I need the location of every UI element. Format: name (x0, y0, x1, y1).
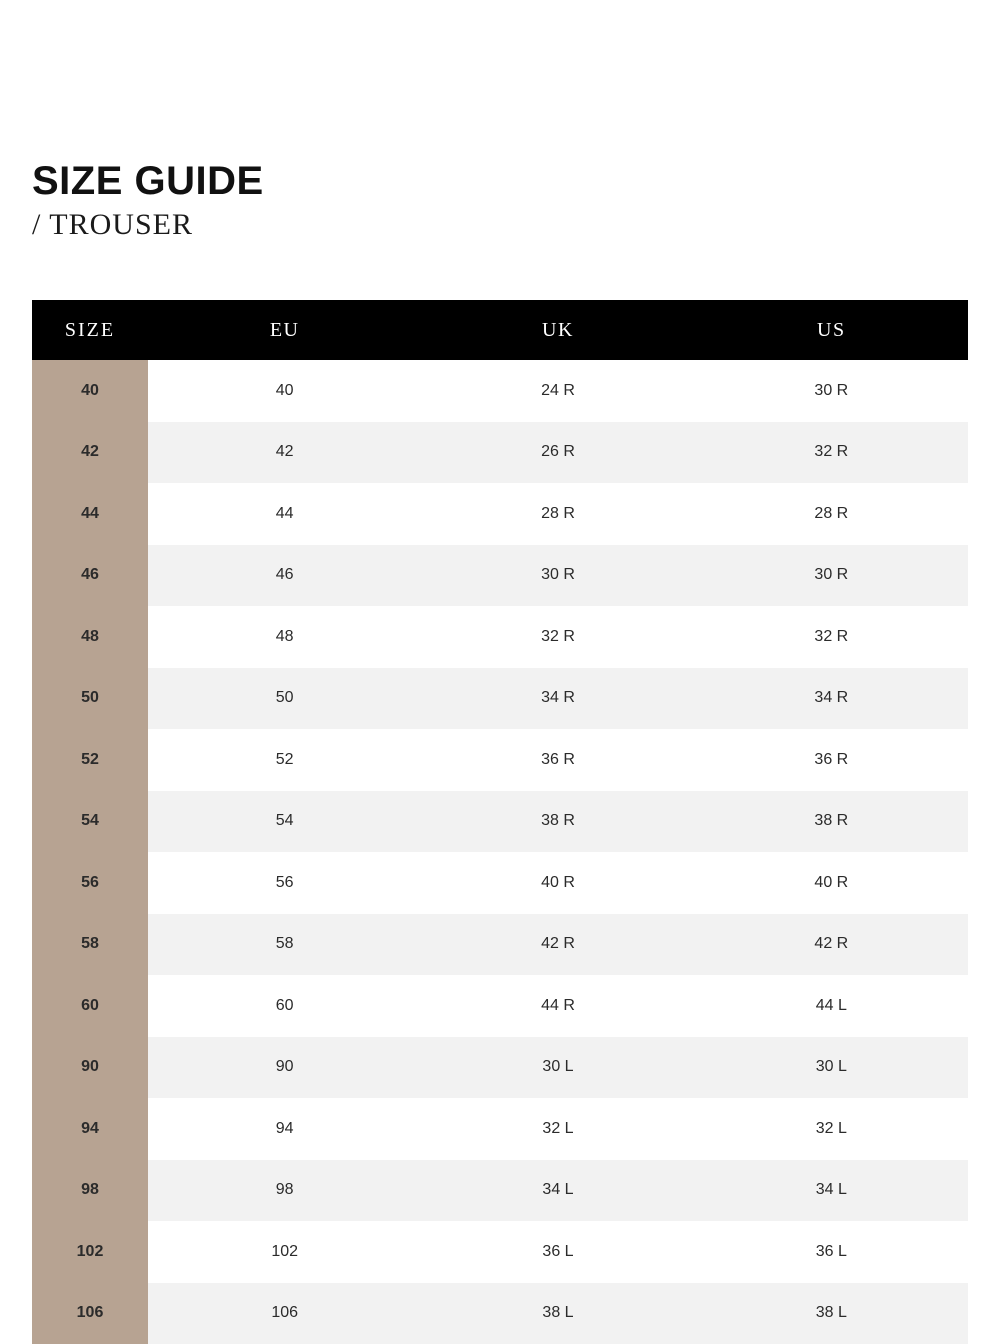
table-row (32, 1037, 968, 1099)
column-header-size: SIZE (32, 300, 148, 360)
table-cell-us: 32 R (695, 606, 968, 668)
table-cell-us: 32 L (695, 1098, 968, 1160)
table-cell-size: 106 (32, 1283, 148, 1344)
table-row (32, 852, 968, 914)
table-cell-size: 90 (32, 1037, 148, 1099)
page-header (32, 160, 264, 242)
table-cell-eu: 50 (148, 668, 421, 730)
table-cell-uk: 24 R (421, 360, 694, 422)
table-cell-size: 58 (32, 914, 148, 976)
table-cell-us: 30 L (695, 1037, 968, 1099)
table-cell-us: 36 L (695, 1221, 968, 1283)
table-cell-us: 32 R (695, 422, 968, 484)
table-cell-us: 36 R (695, 729, 968, 791)
table-cell-uk: 32 R (421, 606, 694, 668)
table-row (32, 791, 968, 853)
table-cell-uk: 42 R (421, 914, 694, 976)
table-cell-size: 52 (32, 729, 148, 791)
table-cell-us: 34 L (695, 1160, 968, 1222)
table-cell-size: 56 (32, 852, 148, 914)
table-cell-eu: 40 (148, 360, 421, 422)
size-table-body (32, 360, 968, 1344)
table-cell-eu: 98 (148, 1160, 421, 1222)
table-row (32, 914, 968, 976)
table-cell-uk: 30 R (421, 545, 694, 607)
table-cell-eu: 106 (148, 1283, 421, 1344)
column-header-eu: EU (148, 300, 421, 360)
table-cell-size: 42 (32, 422, 148, 484)
table-cell-uk: 40 R (421, 852, 694, 914)
table-cell-uk: 38 L (421, 1283, 694, 1344)
table-row (32, 545, 968, 607)
table-cell-us: 38 R (695, 791, 968, 853)
table-cell-size: 60 (32, 975, 148, 1037)
table-cell-size: 54 (32, 791, 148, 853)
table-cell-eu: 58 (148, 914, 421, 976)
column-header-uk: UK (421, 300, 694, 360)
size-table (32, 300, 968, 1344)
table-cell-uk: 44 R (421, 975, 694, 1037)
table-cell-eu: 102 (148, 1221, 421, 1283)
table-row (32, 422, 968, 484)
table-header-row (32, 300, 968, 360)
table-cell-size: 46 (32, 545, 148, 607)
table-row (32, 1221, 968, 1283)
table-row (32, 1283, 968, 1344)
table-cell-uk: 36 R (421, 729, 694, 791)
table-cell-us: 34 R (695, 668, 968, 730)
table-cell-size: 48 (32, 606, 148, 668)
table-cell-us: 44 L (695, 975, 968, 1037)
table-cell-us: 28 R (695, 483, 968, 545)
table-cell-eu: 44 (148, 483, 421, 545)
table-cell-size: 102 (32, 1221, 148, 1283)
table-cell-eu: 56 (148, 852, 421, 914)
table-row (32, 1160, 968, 1222)
table-cell-uk: 36 L (421, 1221, 694, 1283)
table-cell-size: 44 (32, 483, 148, 545)
table-cell-size: 98 (32, 1160, 148, 1222)
table-row (32, 1098, 968, 1160)
table-cell-uk: 34 R (421, 668, 694, 730)
table-cell-us: 30 R (695, 360, 968, 422)
table-cell-eu: 54 (148, 791, 421, 853)
table-cell-us: 40 R (695, 852, 968, 914)
table-cell-eu: 42 (148, 422, 421, 484)
table-cell-eu: 48 (148, 606, 421, 668)
table-cell-us: 42 R (695, 914, 968, 976)
table-row (32, 729, 968, 791)
table-row (32, 483, 968, 545)
table-cell-size: 94 (32, 1098, 148, 1160)
table-cell-uk: 28 R (421, 483, 694, 545)
table-cell-uk: 32 L (421, 1098, 694, 1160)
table-cell-uk: 26 R (421, 422, 694, 484)
table-cell-eu: 52 (148, 729, 421, 791)
column-header-us: US (695, 300, 968, 360)
table-cell-eu: 60 (148, 975, 421, 1037)
table-cell-size: 40 (32, 360, 148, 422)
page-title: SIZE GUIDE (32, 160, 264, 202)
table-cell-us: 38 L (695, 1283, 968, 1344)
table-cell-uk: 34 L (421, 1160, 694, 1222)
table-cell-uk: 38 R (421, 791, 694, 853)
table-cell-us: 30 R (695, 545, 968, 607)
page-subtitle: / TROUSER (32, 208, 264, 242)
table-cell-size: 50 (32, 668, 148, 730)
size-table-head (32, 300, 968, 360)
table-row (32, 360, 968, 422)
table-row (32, 975, 968, 1037)
table-cell-eu: 90 (148, 1037, 421, 1099)
table-cell-eu: 94 (148, 1098, 421, 1160)
table-cell-eu: 46 (148, 545, 421, 607)
table-row (32, 606, 968, 668)
table-row (32, 668, 968, 730)
size-table-container (32, 300, 968, 1344)
table-cell-uk: 30 L (421, 1037, 694, 1099)
